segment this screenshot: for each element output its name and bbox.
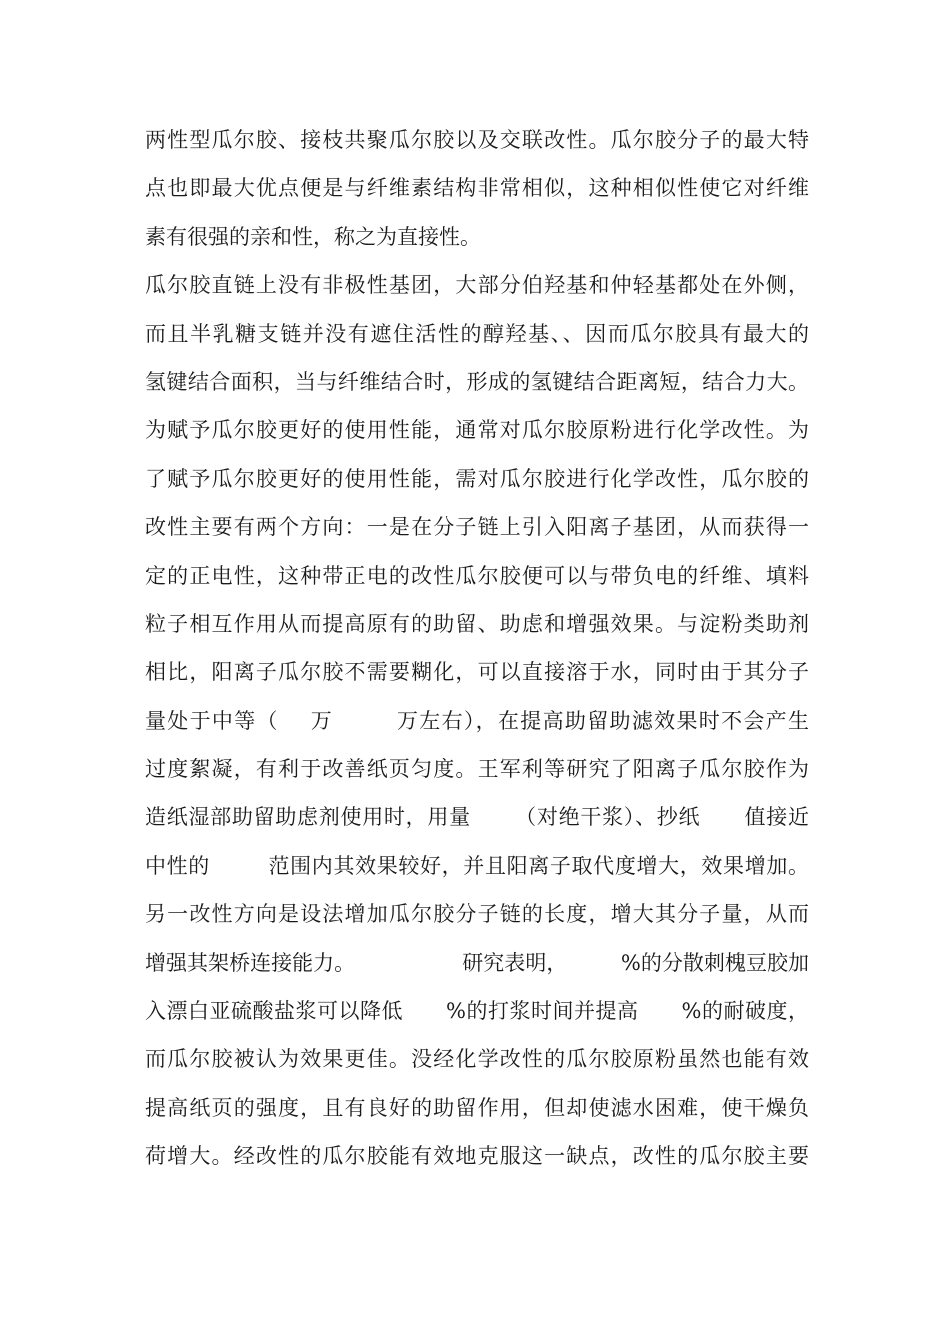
text-line: 而且半乳糖支链并没有遮住活性的醇羟基、、因而瓜尔胶具有最大的: [145, 321, 809, 346]
text-line: 而瓜尔胶被认为效果更佳。没经化学改性的瓜尔胶原粉虽然也能有效: [145, 1047, 809, 1072]
text-line: 瓜尔胶直链上没有非极性基团，大部分伯羟基和仲轻基都处在外侧，: [145, 273, 809, 298]
text-line: 造纸湿部助留助虑剂使用时，用量 （对绝干浆）、抄纸 值接近: [145, 805, 809, 830]
text-line: 氢键结合面积，当与纤维结合时，形成的氢键结合距离短，结合力大。: [145, 369, 809, 394]
text-line: 提高纸页的强度，且有良好的助留作用，但却使滤水困难，使干燥负: [145, 1095, 809, 1120]
text-line: 点也即最大优点便是与纤维素结构非常相似，这种相似性使它对纤维: [145, 176, 809, 201]
text-line: 另一改性方向是设法增加瓜尔胶分子链的长度，增大其分子量，从而: [145, 902, 809, 927]
text-line: 定的正电性，这种带正电的改性瓜尔胶便可以与带负电的纤维、填料: [145, 563, 809, 588]
text-line: 粒子相互作用从而提高原有的助留、助虑和增强效果。与淀粉类助剂: [145, 611, 809, 636]
document-page: [145, 116, 809, 1181]
text-line: 入漂白亚硫酸盐浆可以降低 %的打浆时间并提高 %的耐破度，: [145, 999, 809, 1024]
text-line: 荷增大。经改性的瓜尔胶能有效地克服这一缺点，改性的瓜尔胶主要: [145, 1144, 809, 1169]
text-line: 过度絮凝，有利于改善纸页匀度。王军利等研究了阳离子瓜尔胶作为: [145, 757, 809, 782]
text-line: 增强其架桥连接能力。 研究表明， %的分散刺槐豆胶加: [145, 950, 809, 975]
text-line: 两性型瓜尔胶、接枝共聚瓜尔胶以及交联改性。瓜尔胶分子的最大特: [145, 128, 809, 152]
text-line: 为赋予瓜尔胶更好的使用性能，通常对瓜尔胶原粉进行化学改性。为: [145, 418, 809, 443]
text-line: 相比，阳离子瓜尔胶不需要糊化，可以直接溶于水，同时由于其分子: [145, 660, 809, 685]
text-line: 改性主要有两个方向：一是在分子链上引入阳离子基团，从而获得一: [145, 515, 809, 540]
text-line: 了赋予瓜尔胶更好的使用性能，需对瓜尔胶进行化学改性，瓜尔胶的: [145, 466, 809, 491]
text-line: 中性的 范围内其效果较好，并且阳离子取代度增大，效果增加。: [145, 853, 809, 878]
text-line: 量处于中等（ 万 万左右），在提高助留助滤效果时不会产生: [145, 708, 809, 733]
text-line: 素有很强的亲和性，称之为直接性。: [145, 224, 481, 249]
